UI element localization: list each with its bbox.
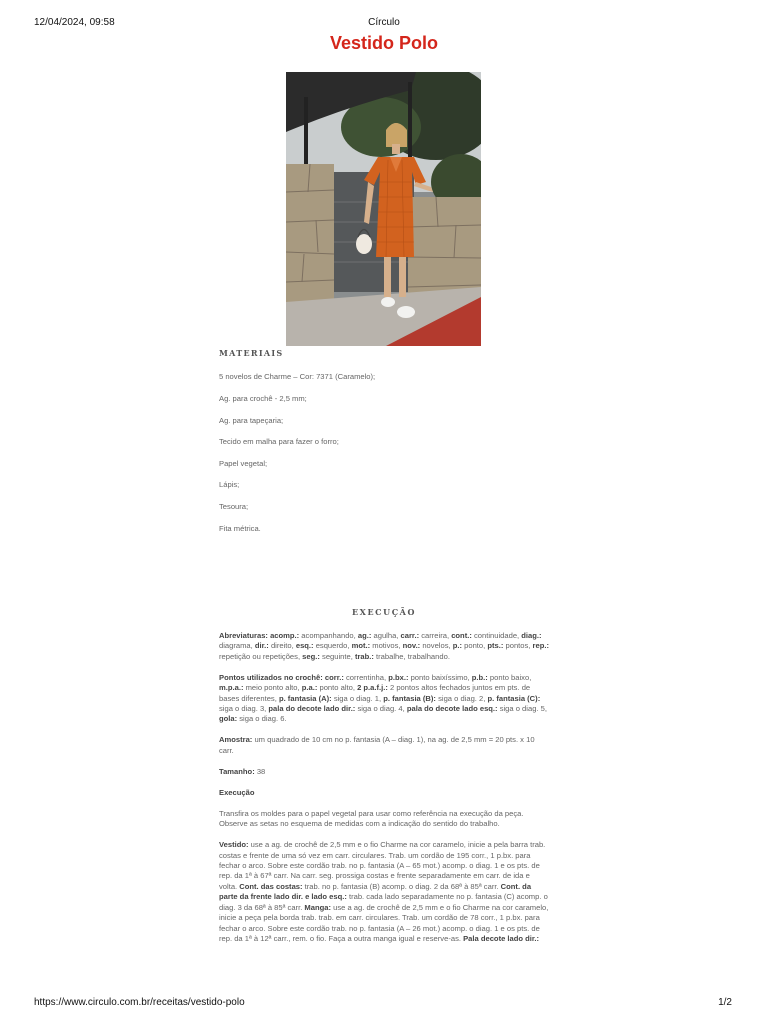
instructions-paragraph: Transfira os moldes para o papel vegetal para usar como referência na execução da peça. Observe as setas no esquema de medidas com a indicação do sentido do trabalho.	[219, 808, 524, 829]
list-item: Ag. para crochê - 2,5 mm;	[219, 394, 307, 403]
materials-section	[219, 348, 549, 545]
abbreviations-paragraph: Abreviaturas: acomp.: acompanhando, ag.: agulha, carr.: carreira, cont.: continuidade, diag.: diagrama, dir.: direito, esq.: esquerdo, mot.: motivos, nov.: novelos, p.: ponto, pts.: pontos, rep.: repetição ou repetições, seg.: seguinte, trab.: trabalhe, trabalhando.	[219, 631, 549, 661]
list-item: Ag. para tapeçaria;	[219, 415, 284, 425]
list-item: Tecido em malha para fazer o forro;	[219, 437, 339, 447]
page-title: Vestido Polo	[329, 33, 439, 53]
page-number: 1/2	[718, 997, 732, 1008]
photo-icon	[286, 72, 481, 346]
print-footer	[34, 997, 734, 1011]
execution-subheading: Execução	[219, 787, 255, 797]
list-item: Papel vegetal;	[219, 458, 268, 468]
size-paragraph: Tamanho: 38	[219, 766, 266, 776]
execution-heading: EXECUÇÃO	[351, 607, 417, 617]
print-url: https://www.circulo.com.br/receitas/vestido-polo	[34, 997, 245, 1008]
execution-section	[219, 631, 549, 955]
list-item: Lápis;	[219, 480, 240, 490]
gauge-paragraph: Amostra: um quadrado de 10 cm no p. fantasia (A – diag. 1), na ag. de 2,5 mm = 20 pts. x 10 carr.	[219, 735, 535, 755]
product-photo	[286, 72, 481, 346]
print-date: 12/04/2024, 09:58	[34, 17, 115, 28]
list-item: Tesoura;	[219, 501, 249, 511]
list-item: 5 novelos de Charme – Cor: 7371 (Caramelo);	[219, 372, 376, 382]
materials-list	[219, 372, 549, 534]
stitches-paragraph: Pontos utilizados no crochê: corr.: correntinha, p.bx.: ponto baixíssimo, p.b.: ponto baixo, m.p.a.: meio ponto alto, p.a.: ponto alto, 2 p.a.f.j.: 2 pontos altos fechados juntos em pts. de bases diferentes, p. fantasia (A): siga o diag. 1, p. fantasia (B): siga o diag. 2, p. fantasia (C): siga o diag. 3, pala do decote lado dir.: siga o diag. 4, pala do decote lado esq.: siga o diag. 5, gola: siga o diag. 6.	[219, 672, 547, 724]
list-item: Fita métrica.	[219, 523, 261, 533]
materials-heading: MATERIAIS	[219, 348, 284, 358]
dress-instructions-paragraph: Vestido: use a ag. de crochê de 2,5 mm e o fio Charme na cor caramelo, inicie a pela barra trab. costas e frente de uma só vez em carr. circulares. Trab. um cordão de 195 corr., 1 p.bx. para fechar o arco. Sobre este cordão trab. no p. fantasia (A – 65 mot.) acomp. o diag. 1 e os pts. de rep. da 1ª à 67ª carr. Na carr. seg. prossiga costas e frente separadamente em carr. de ida e volta. Cont. das costas: trab. no p. fantasia (B) acomp. o diag. 2 da 68ª à 85ª carr. Cont. da parte da frente lado dir. e lado esq.: trab. cada lado separadamente no p. fantasia (C) acomp. o diag. 3 da 68ª à 85ª carr. Manga: use a ag. de crochê de 2,5 mm e o fio Charme na cor caramelo, inicie a peça pela borda trab. trab. em carr. circulares. Trab. um cordão de 78 corr., 1 p.bx. para fechar o arco. Sobre este cordão trab. no p. fantasia (A – 26 mot.) acomp. o diag. 1 e os pts. de rep. da 1ª à 12ª carr., rem. o fio. Faça a outra manga igual e reserve-as. Pala decote lado dir.:	[219, 840, 549, 943]
print-header	[34, 17, 734, 31]
print-site-title: Círculo	[368, 17, 400, 28]
